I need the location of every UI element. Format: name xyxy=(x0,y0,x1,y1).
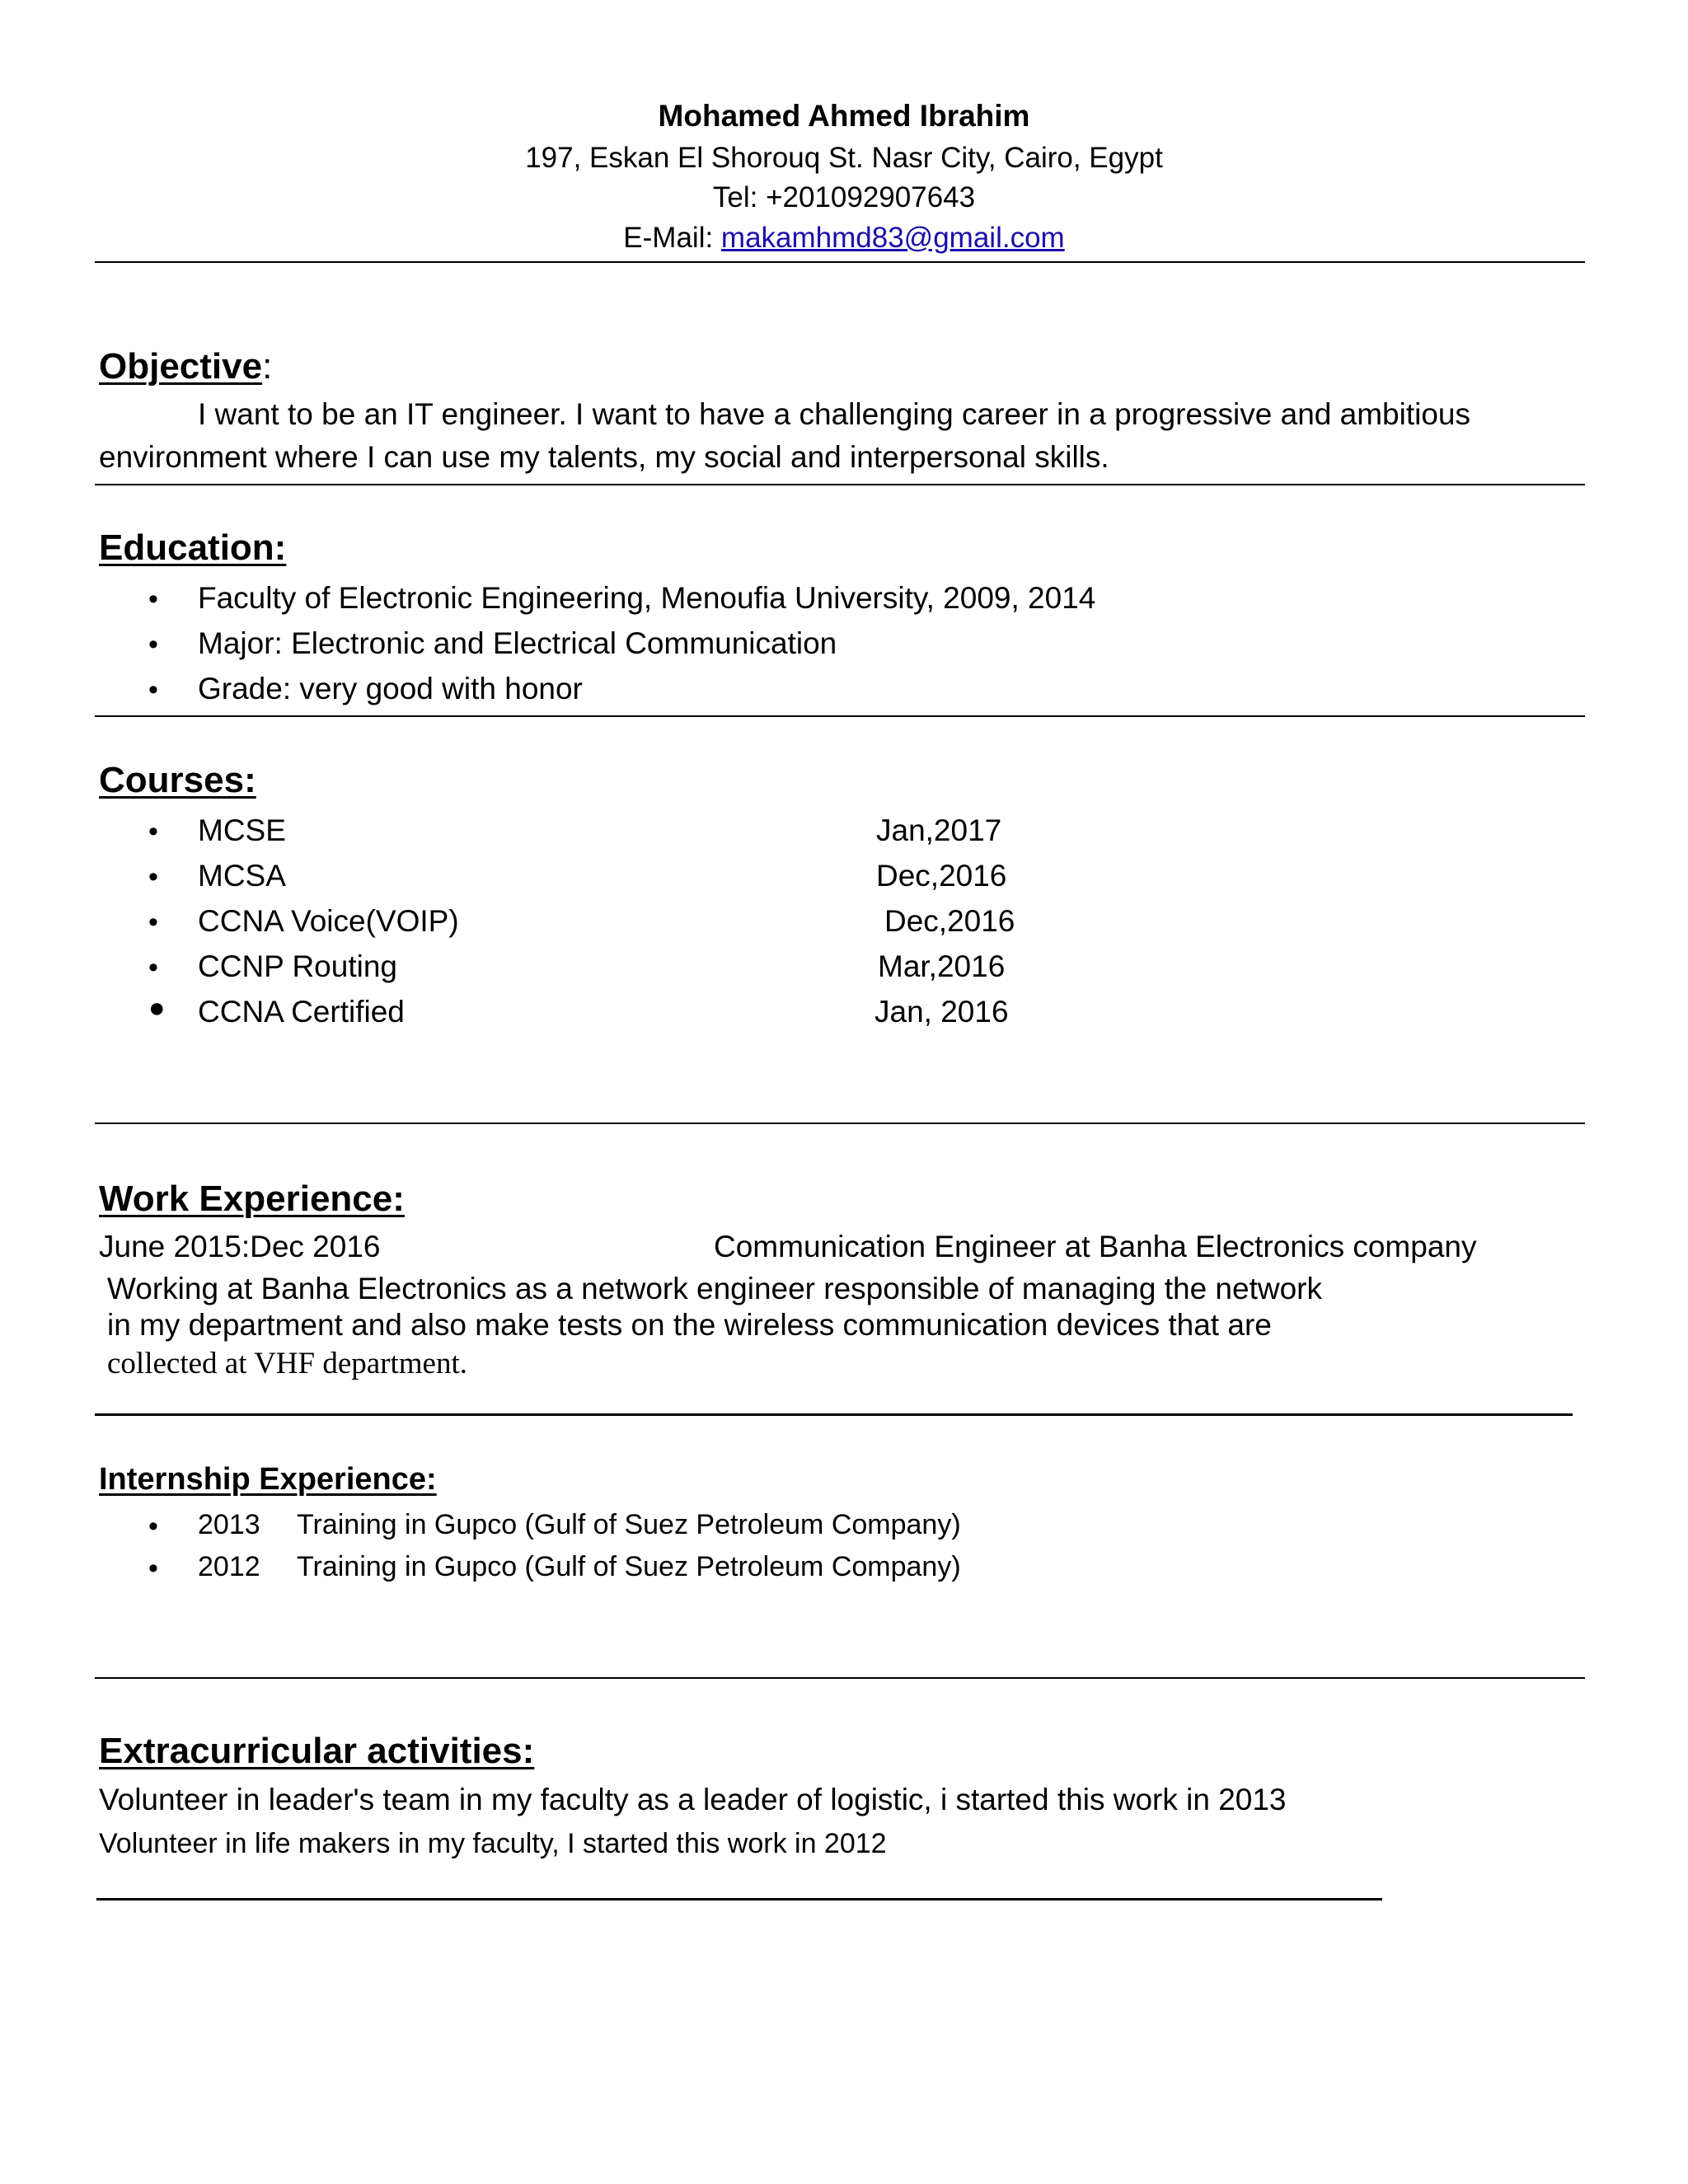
bullet-icon: ● xyxy=(148,992,166,1024)
bullet-icon: • xyxy=(148,861,158,893)
telephone: Tel: +201092907643 xyxy=(712,181,976,213)
course-name: CCNA Certified xyxy=(198,995,405,1029)
work-description-line1: Working at Banha Electronics as a network engineer responsible of managing the network xyxy=(107,1272,1322,1305)
education-item: Faculty of Electronic Engineering, Menoufia University, 2009, 2014 xyxy=(198,581,1096,615)
objective-text-line2: environment where I can use my talents, my social and interpersonal skills. xyxy=(99,440,1109,474)
extracurricular-line1: Volunteer in leader's team in my faculty as a leader of logistic, i started this work in 2013 xyxy=(99,1783,1287,1816)
internship-text: Training in Gupco (Gulf of Suez Petroleum Company) xyxy=(297,1509,961,1540)
email-line xyxy=(0,222,1688,255)
course-date: Mar,2016 xyxy=(878,949,1006,983)
course-date: Jan, 2016 xyxy=(874,995,1009,1029)
divider xyxy=(96,1898,1382,1900)
divider xyxy=(95,715,1585,717)
education-item: Grade: very good with honor xyxy=(198,672,583,705)
bullet-icon: • xyxy=(148,629,158,660)
candidate-name: Mohamed Ahmed Ibrahim xyxy=(658,99,1030,133)
course-date: Jan,2017 xyxy=(876,813,1002,847)
work-role: Communication Engineer at Banha Electronics company xyxy=(714,1230,1477,1263)
email-label: E-Mail: xyxy=(623,222,721,254)
work-description-line3: collected at VHF department. xyxy=(107,1347,468,1380)
extracurricular-line2: Volunteer in life makers in my faculty, I started this work in 2012 xyxy=(99,1828,887,1859)
courses-heading: Courses: xyxy=(99,760,256,800)
work-description-line2: in my department and also make tests on the wireless communication devices that are xyxy=(107,1308,1272,1342)
divider xyxy=(95,1413,1573,1416)
internship-year: 2012 xyxy=(198,1551,260,1582)
extracurricular-heading: Extracurricular activities: xyxy=(99,1731,535,1771)
address: 197, Eskan El Shorouq St. Nasr City, Cairo, Egypt xyxy=(525,142,1163,174)
course-name: CCNA Voice(VOIP) xyxy=(198,904,459,938)
course-name: CCNP Routing xyxy=(198,949,397,983)
objective-colon: : xyxy=(262,346,273,387)
course-date: Dec,2016 xyxy=(884,904,1015,938)
internship-text: Training in Gupco (Gulf of Suez Petroleum Company) xyxy=(297,1551,961,1582)
internship-heading: Internship Experience: xyxy=(99,1462,437,1497)
divider xyxy=(95,1677,1585,1679)
internship-year: 2013 xyxy=(198,1509,260,1540)
objective-heading xyxy=(99,346,272,387)
divider xyxy=(95,261,1585,263)
objective-text-line1: I want to be an IT engineer. I want to have a challenging career in a progressive and ambitious xyxy=(198,397,1470,431)
objective-title: Objective xyxy=(99,346,263,387)
work-experience-heading: Work Experience: xyxy=(99,1179,405,1219)
course-name: MCSA xyxy=(198,859,286,893)
bullet-icon: • xyxy=(148,674,158,705)
course-date: Dec,2016 xyxy=(876,859,1007,893)
education-item: Major: Electronic and Electrical Communication xyxy=(198,626,837,660)
education-heading: Education: xyxy=(99,527,287,568)
email-link[interactable]: makamhmd83@gmail.com xyxy=(720,222,1065,254)
bullet-icon: • xyxy=(148,583,158,615)
divider xyxy=(95,1122,1585,1124)
bullet-icon: • xyxy=(148,816,158,847)
course-name: MCSE xyxy=(198,813,286,847)
work-period: June 2015:Dec 2016 xyxy=(99,1230,381,1263)
divider xyxy=(95,484,1585,485)
bullet-icon: • xyxy=(148,1511,158,1542)
bullet-icon: • xyxy=(148,952,158,983)
bullet-icon: • xyxy=(148,1553,158,1584)
bullet-icon: • xyxy=(148,907,158,938)
